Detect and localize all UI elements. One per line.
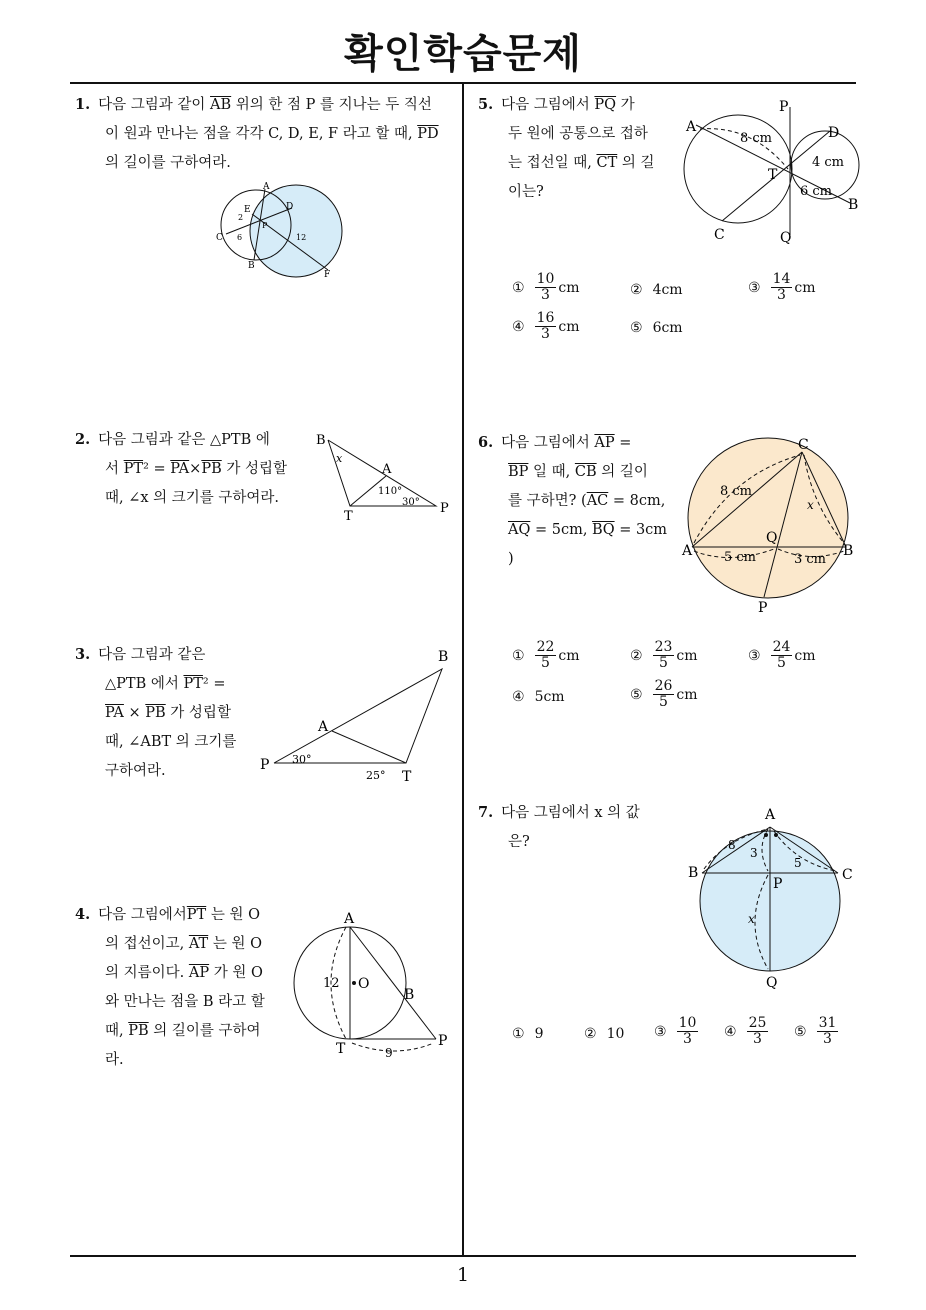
choice-2[interactable] xyxy=(630,640,698,671)
choice-mark: ② xyxy=(630,647,643,664)
page-number: 1 xyxy=(456,1264,470,1286)
question-5 xyxy=(478,90,668,207)
segment-pd: $\overline{PD}$ xyxy=(417,126,439,142)
label-c: C xyxy=(842,867,853,883)
q-text: = 3cm xyxy=(614,522,668,538)
label-a: A xyxy=(382,462,392,477)
segment-pt: $\overline{PT}$ xyxy=(186,907,207,923)
choice-value: 6cm xyxy=(652,320,683,336)
label-b: B xyxy=(848,197,859,213)
unit: cm xyxy=(558,279,580,296)
choice-mark: ① xyxy=(512,1026,525,1042)
denominator: 3 xyxy=(753,1031,762,1047)
label-4cm: 4 cm xyxy=(812,155,845,170)
label-p: P xyxy=(758,600,768,615)
angle-25: 25° xyxy=(366,769,386,782)
label-b: B xyxy=(843,543,854,559)
label-12: 12 xyxy=(296,233,307,242)
choice-mark: ① xyxy=(512,647,525,664)
question-number: 7. xyxy=(478,804,494,821)
segment-at: $\overline{AT}$ xyxy=(188,936,209,952)
numerator: 31 xyxy=(818,1015,837,1031)
choice-mark: ② xyxy=(584,1026,597,1042)
q-text: 의 길이 xyxy=(596,464,648,480)
figure-q4 xyxy=(290,905,455,1065)
denominator: 5 xyxy=(541,655,550,671)
figure-q6 xyxy=(680,435,860,615)
choice-5[interactable] xyxy=(630,320,683,336)
label-b: B xyxy=(316,433,326,448)
segment-cb: $\overline{CB}$ xyxy=(574,464,597,480)
unit: cm xyxy=(794,279,816,296)
q-text: 는 원 O xyxy=(208,936,262,952)
label-a: A xyxy=(263,182,270,192)
choice-mark: ④ xyxy=(512,318,525,335)
question-7 xyxy=(478,798,678,857)
q-text: ² = xyxy=(202,676,226,692)
bottom-rule xyxy=(70,1255,856,1257)
choice-1[interactable] xyxy=(512,1026,543,1042)
q-text: 때, ∠ABT 의 크기를 xyxy=(105,734,237,750)
label-d: D xyxy=(286,202,294,212)
q-text: 일 때, xyxy=(528,464,575,480)
segment-pt: $\overline{PT}$ xyxy=(123,461,144,477)
label-q: Q xyxy=(780,230,792,246)
q-text: 다음 그림과 같이 xyxy=(98,97,211,113)
choice-value: 5cm xyxy=(534,689,565,705)
q-text: 가 xyxy=(616,97,635,113)
denominator: 3 xyxy=(541,326,550,342)
q-text: 이는? xyxy=(508,184,544,200)
label-a: A xyxy=(765,807,776,823)
numerator: 25 xyxy=(748,1015,767,1031)
line-pq: $\overline{PQ}$ xyxy=(594,97,617,113)
figure-q1 xyxy=(210,178,355,283)
label-p: P xyxy=(260,757,270,773)
numerator: 14 xyxy=(772,271,791,287)
question-4 xyxy=(75,900,285,1075)
segment-bq: $\overline{BQ}$ xyxy=(592,522,615,538)
choice-5[interactable] xyxy=(794,1016,840,1047)
q-text: 의 길이를 구하여 xyxy=(148,1023,261,1039)
label-b: B xyxy=(404,987,415,1003)
choice-mark: ③ xyxy=(748,279,761,296)
label-6cm: 6 cm xyxy=(800,184,833,199)
label-x: x xyxy=(807,498,814,512)
choice-3[interactable] xyxy=(654,1016,700,1047)
label-o: O xyxy=(358,976,370,992)
numerator: 10 xyxy=(678,1015,697,1031)
q-text: 를 구하면? ( xyxy=(508,493,587,509)
q-text: 다음 그림에서 xyxy=(501,435,595,451)
label-b: B xyxy=(248,261,255,271)
figure-q7 xyxy=(686,805,858,995)
segment-ac: $\overline{AC}$ xyxy=(586,493,609,509)
q-text: 는 원 O xyxy=(206,907,260,923)
label-t: T xyxy=(402,769,412,785)
q-text: × xyxy=(189,461,202,477)
question-number: 5. xyxy=(478,96,494,113)
figure-q5 xyxy=(682,95,867,250)
label-6: 6 xyxy=(237,233,243,242)
numerator: 23 xyxy=(654,639,673,655)
choice-mark: ② xyxy=(630,282,643,298)
arc-ap: $\overline{AP}$ xyxy=(594,435,615,451)
q-text: 의 지름이다. xyxy=(105,965,189,981)
question-number: 1. xyxy=(75,96,91,113)
unit: cm xyxy=(676,686,698,703)
label-9: 9 xyxy=(385,1046,393,1060)
denominator: 3 xyxy=(541,287,550,303)
label-p: P xyxy=(438,1033,448,1049)
q-text: 라. xyxy=(105,1052,124,1068)
q-text: 구하여라. xyxy=(105,763,166,779)
q-text: 위의 한 점 P 를 지나는 두 직선 xyxy=(231,97,432,113)
numerator: 22 xyxy=(536,639,555,655)
label-8cm: 8 cm xyxy=(720,484,753,499)
choice-mark: ③ xyxy=(748,647,761,664)
label-8: 8 xyxy=(728,838,736,852)
choice-mark: ⑤ xyxy=(630,686,643,703)
choice-mark: ① xyxy=(512,279,525,296)
choice-mark: ④ xyxy=(724,1023,737,1040)
choice-5[interactable] xyxy=(630,679,698,710)
label-3cm: 3 cm xyxy=(794,552,827,567)
unit: cm xyxy=(794,647,816,664)
q-text: 다음 그림에서 xyxy=(501,97,595,113)
label-p: P xyxy=(262,221,268,230)
page-title: 확인학습문제 xyxy=(344,31,582,77)
label-a: A xyxy=(682,543,693,559)
denominator: 5 xyxy=(659,694,668,710)
label-p: P xyxy=(440,501,449,516)
q-text: 때, xyxy=(105,1023,129,1039)
q-text: 는 접선일 때, xyxy=(508,155,597,171)
q-text: ² = xyxy=(143,461,171,477)
segment-pb: $\overline{PB}$ xyxy=(201,461,222,477)
label-a: A xyxy=(318,719,329,735)
question-number: 6. xyxy=(478,434,494,451)
label-p: P xyxy=(773,876,783,892)
choice-3[interactable] xyxy=(748,272,816,303)
choice-4[interactable] xyxy=(724,1016,770,1047)
label-c: C xyxy=(714,227,725,243)
numerator: 10 xyxy=(536,271,555,287)
q-text: 이 원과 만나는 점을 각각 C, D, E, F 라고 할 때, xyxy=(105,126,418,142)
choice-mark: ③ xyxy=(654,1023,667,1040)
unit: cm xyxy=(558,318,580,335)
label-p: P xyxy=(779,99,789,115)
choice-4[interactable] xyxy=(512,689,565,705)
choice-mark: ⑤ xyxy=(630,320,643,336)
label-a: A xyxy=(686,119,697,135)
label-c: C xyxy=(216,233,223,243)
numerator: 24 xyxy=(772,639,791,655)
label-t: T xyxy=(344,509,353,520)
q-text: 가 원 O xyxy=(209,965,263,981)
q-text: 와 만나는 점을 B 라고 할 xyxy=(105,994,265,1010)
choice-mark: ⑤ xyxy=(794,1023,807,1040)
q-text: = 8cm, xyxy=(608,493,666,509)
question-3 xyxy=(75,640,250,786)
denominator: 5 xyxy=(777,655,786,671)
label-e: E xyxy=(244,205,251,215)
question-2 xyxy=(75,425,315,513)
label-3: 3 xyxy=(750,846,758,860)
choice-2[interactable] xyxy=(584,1026,624,1042)
label-c: C xyxy=(798,437,809,453)
segment-pt: $\overline{PT}$ xyxy=(183,676,203,692)
unit: cm xyxy=(558,647,580,664)
segment-pa: $\overline{PA}$ xyxy=(170,461,190,477)
q-text: 의 길이를 구하여라. xyxy=(105,155,231,171)
label-q: Q xyxy=(766,530,778,546)
q-text: 가 성립할 xyxy=(165,705,231,721)
q-text: 은? xyxy=(508,834,530,850)
choice-1[interactable] xyxy=(512,272,580,303)
segment-aq: $\overline{AQ}$ xyxy=(508,522,531,538)
label-t: T xyxy=(768,167,778,183)
q-text: = xyxy=(614,435,632,451)
numerator: 26 xyxy=(654,678,673,694)
label-b: B xyxy=(688,865,699,881)
denominator: 5 xyxy=(659,655,668,671)
angle-110: 110° xyxy=(378,486,403,497)
q-text: = 5cm, xyxy=(530,522,593,538)
label-t: T xyxy=(336,1041,346,1057)
label-8cm: 8 cm xyxy=(740,131,773,146)
q-text: × xyxy=(123,705,146,721)
label-5: 5 xyxy=(794,856,802,870)
label-x: x xyxy=(748,912,755,926)
question-number: 2. xyxy=(75,431,91,448)
q-text: 다음 그림에서 x 의 값 xyxy=(501,805,640,821)
denominator: 3 xyxy=(777,287,786,303)
segment-pb: $\overline{PB}$ xyxy=(145,705,166,721)
segment-pa: $\overline{PA}$ xyxy=(105,705,124,721)
q-text: 가 성립할 xyxy=(221,461,287,477)
choice-value: 9 xyxy=(534,1026,544,1042)
angle-30: 30° xyxy=(292,753,312,766)
figure-q2 xyxy=(312,428,457,520)
choice-1[interactable] xyxy=(512,640,580,671)
label-x: x xyxy=(336,452,343,465)
label-b: B xyxy=(438,649,449,665)
segment-ab: $\overline{AB}$ xyxy=(210,97,232,113)
q-text: 다음 그림과 같은 △PTB 에 xyxy=(98,432,270,448)
q-text: 의 접선이고, xyxy=(105,936,189,952)
label-q: Q xyxy=(766,975,778,991)
column-divider xyxy=(462,82,464,1257)
label-5cm: 5 cm xyxy=(724,550,757,565)
unit: cm xyxy=(676,647,698,664)
q-text: 두 원에 공통으로 접하 xyxy=(508,126,648,142)
choice-3[interactable] xyxy=(748,640,816,671)
segment-ct: $\overline{CT}$ xyxy=(596,155,618,171)
q-text: 의 길 xyxy=(617,155,655,171)
label-d: D xyxy=(828,125,840,141)
question-number: 4. xyxy=(75,906,91,923)
label-f: F xyxy=(324,270,331,280)
question-1 xyxy=(75,90,460,178)
choice-2[interactable] xyxy=(630,282,683,298)
choice-value: 4cm xyxy=(652,282,683,298)
numerator: 16 xyxy=(536,310,555,326)
label-a: A xyxy=(344,911,355,927)
segment-pb: $\overline{PB}$ xyxy=(128,1023,149,1039)
q-text: △PTB 에서 xyxy=(105,676,184,692)
q-text: ) xyxy=(508,551,514,567)
q-text: 서 xyxy=(105,461,124,477)
figure-q3 xyxy=(258,645,458,785)
label-2: 2 xyxy=(238,213,244,222)
q-text: 때, ∠x 의 크기를 구하여라. xyxy=(105,490,280,506)
denominator: 3 xyxy=(683,1031,692,1047)
choice-4[interactable] xyxy=(512,311,580,342)
question-number: 3. xyxy=(75,646,91,663)
q-text: 다음 그림에서 xyxy=(98,907,187,923)
q-text: 다음 그림과 같은 xyxy=(98,647,206,663)
angle-30: 30° xyxy=(402,497,420,508)
segment-ap: $\overline{AP}$ xyxy=(188,965,210,981)
choice-mark: ④ xyxy=(512,689,525,705)
choice-value: 10 xyxy=(606,1026,625,1042)
label-12: 12 xyxy=(323,976,340,991)
question-6 xyxy=(478,428,668,574)
denominator: 3 xyxy=(823,1031,832,1047)
arc-bp: $\overline{BP}$ xyxy=(508,464,529,480)
